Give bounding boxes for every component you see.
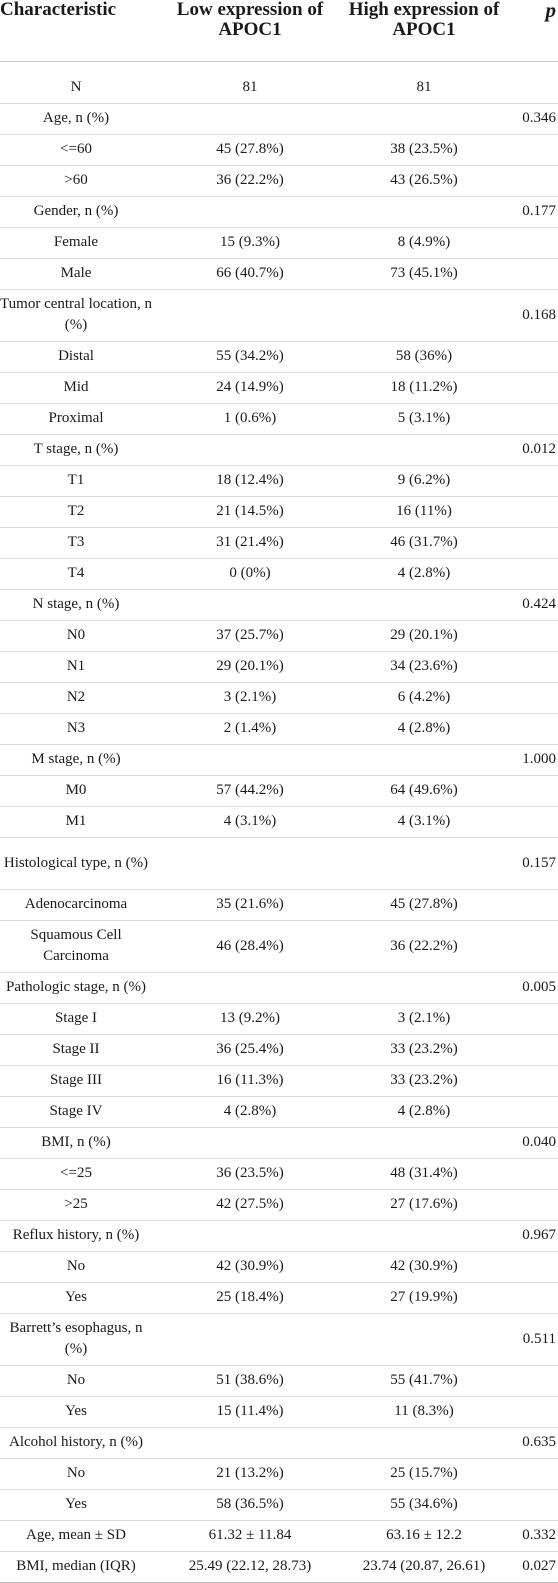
table-row xyxy=(0,1221,558,1252)
row-label: Stage III xyxy=(0,1066,152,1097)
p-value-cell xyxy=(500,776,558,807)
table-row xyxy=(0,1035,558,1066)
row-label: Distal xyxy=(0,342,152,373)
p-value-cell xyxy=(500,559,558,590)
row-label: Female xyxy=(0,228,152,259)
row-label: Alcohol history, n (%) xyxy=(0,1428,152,1459)
table-row xyxy=(0,683,558,714)
high-expression-cell: 27 (19.9%) xyxy=(348,1283,500,1314)
p-value-cell xyxy=(500,1459,558,1490)
row-label: >60 xyxy=(0,166,152,197)
low-expression-cell: 21 (13.2%) xyxy=(152,1459,348,1490)
p-value-cell: 0.012 xyxy=(500,435,558,466)
low-expression-cell: 1 (0.6%) xyxy=(152,404,348,435)
p-value-cell: 0.511 xyxy=(500,1314,558,1366)
low-expression-cell: 31 (21.4%) xyxy=(152,528,348,559)
row-label: Pathologic stage, n (%) xyxy=(0,973,152,1004)
row-label: Male xyxy=(0,259,152,290)
p-value-cell xyxy=(500,466,558,497)
high-expression-cell: 29 (20.1%) xyxy=(348,621,500,652)
row-label: M0 xyxy=(0,776,152,807)
low-expression-cell xyxy=(152,104,348,135)
p-value-cell xyxy=(500,497,558,528)
p-value-cell xyxy=(500,1283,558,1314)
low-expression-cell: 42 (27.5%) xyxy=(152,1190,348,1221)
table-row xyxy=(0,921,558,973)
low-expression-cell xyxy=(152,197,348,228)
table-row xyxy=(0,1066,558,1097)
high-expression-cell: 3 (2.1%) xyxy=(348,1004,500,1035)
row-label: N0 xyxy=(0,621,152,652)
low-expression-cell: 25 (18.4%) xyxy=(152,1283,348,1314)
low-expression-cell: 15 (11.4%) xyxy=(152,1397,348,1428)
low-expression-cell: 57 (44.2%) xyxy=(152,776,348,807)
row-label: Age, mean ± SD xyxy=(0,1521,152,1552)
p-value-cell xyxy=(500,714,558,745)
high-expression-cell: 55 (41.7%) xyxy=(348,1366,500,1397)
p-value-cell xyxy=(500,1066,558,1097)
low-expression-cell: 3 (2.1%) xyxy=(152,683,348,714)
row-label: Yes xyxy=(0,1397,152,1428)
p-value-cell xyxy=(500,621,558,652)
row-label: Adenocarcinoma xyxy=(0,890,152,921)
header-characteristic: Characteristic xyxy=(0,0,152,62)
high-expression-cell: 11 (8.3%) xyxy=(348,1397,500,1428)
table-row xyxy=(0,1428,558,1459)
p-value-cell xyxy=(500,1097,558,1128)
table-row xyxy=(0,404,558,435)
p-value-cell xyxy=(500,1004,558,1035)
table-row xyxy=(0,1459,558,1490)
p-value-cell xyxy=(500,1490,558,1521)
row-label: N1 xyxy=(0,652,152,683)
high-expression-cell: 4 (2.8%) xyxy=(348,1097,500,1128)
table-row xyxy=(0,1366,558,1397)
table-row xyxy=(0,621,558,652)
p-value-cell: 0.177 xyxy=(500,197,558,228)
row-label: M1 xyxy=(0,807,152,838)
low-expression-cell: 0 (0%) xyxy=(152,559,348,590)
header-p-value: p xyxy=(500,0,558,62)
p-value-cell xyxy=(500,1190,558,1221)
high-expression-cell: 46 (31.7%) xyxy=(348,528,500,559)
table-row xyxy=(0,528,558,559)
p-value-cell: 0.967 xyxy=(500,1221,558,1252)
row-label: Reflux history, n (%) xyxy=(0,1221,152,1252)
row-label: T2 xyxy=(0,497,152,528)
row-label: No xyxy=(0,1459,152,1490)
row-label: Mid xyxy=(0,373,152,404)
low-expression-cell xyxy=(152,973,348,1004)
high-expression-cell: 38 (23.5%) xyxy=(348,135,500,166)
row-label: <=60 xyxy=(0,135,152,166)
low-expression-cell: 58 (36.5%) xyxy=(152,1490,348,1521)
high-expression-cell xyxy=(348,197,500,228)
table-row xyxy=(0,228,558,259)
low-expression-cell: 4 (2.8%) xyxy=(152,1097,348,1128)
table-row xyxy=(0,559,558,590)
high-expression-cell xyxy=(348,745,500,776)
p-value-cell: 0.005 xyxy=(500,973,558,1004)
low-expression-cell: 81 xyxy=(152,62,348,104)
high-expression-cell: 25 (15.7%) xyxy=(348,1459,500,1490)
low-expression-cell xyxy=(152,1314,348,1366)
row-label: No xyxy=(0,1252,152,1283)
table-row xyxy=(0,373,558,404)
table-row xyxy=(0,1128,558,1159)
row-label: Age, n (%) xyxy=(0,104,152,135)
high-expression-cell: 73 (45.1%) xyxy=(348,259,500,290)
low-expression-cell: 29 (20.1%) xyxy=(152,652,348,683)
high-expression-cell: 4 (3.1%) xyxy=(348,807,500,838)
low-expression-cell: 4 (3.1%) xyxy=(152,807,348,838)
table-row xyxy=(0,435,558,466)
low-expression-cell: 18 (12.4%) xyxy=(152,466,348,497)
table-row xyxy=(0,714,558,745)
table-row xyxy=(0,1190,558,1221)
p-value-cell: 0.027 xyxy=(500,1552,558,1583)
high-expression-cell: 4 (2.8%) xyxy=(348,714,500,745)
row-label: Stage II xyxy=(0,1035,152,1066)
p-value-cell xyxy=(500,404,558,435)
low-expression-cell: 42 (30.9%) xyxy=(152,1252,348,1283)
table-body xyxy=(0,62,558,1583)
high-expression-cell xyxy=(348,973,500,1004)
low-expression-cell xyxy=(152,290,348,342)
table-row xyxy=(0,466,558,497)
high-expression-cell: 6 (4.2%) xyxy=(348,683,500,714)
table-row xyxy=(0,1397,558,1428)
p-value-cell xyxy=(500,1252,558,1283)
table-row xyxy=(0,259,558,290)
table-header xyxy=(0,0,558,62)
row-label: <=25 xyxy=(0,1159,152,1190)
low-expression-cell: 2 (1.4%) xyxy=(152,714,348,745)
high-expression-cell: 33 (23.2%) xyxy=(348,1066,500,1097)
table-row xyxy=(0,104,558,135)
low-expression-cell: 15 (9.3%) xyxy=(152,228,348,259)
p-value-cell xyxy=(500,683,558,714)
p-value-cell xyxy=(500,1159,558,1190)
low-expression-cell: 37 (25.7%) xyxy=(152,621,348,652)
row-label: T4 xyxy=(0,559,152,590)
low-expression-cell: 24 (14.9%) xyxy=(152,373,348,404)
row-label: Squamous Cell Carcinoma xyxy=(0,921,152,973)
row-label: >25 xyxy=(0,1190,152,1221)
row-label: Histological type, n (%) xyxy=(0,838,152,890)
low-expression-cell: 21 (14.5%) xyxy=(152,497,348,528)
row-label: Gender, n (%) xyxy=(0,197,152,228)
table-row xyxy=(0,1283,558,1314)
low-expression-cell: 36 (25.4%) xyxy=(152,1035,348,1066)
row-label: M stage, n (%) xyxy=(0,745,152,776)
table-row xyxy=(0,1252,558,1283)
table-row xyxy=(0,197,558,228)
table-row xyxy=(0,1490,558,1521)
low-expression-cell xyxy=(152,838,348,890)
low-expression-cell: 61.32 ± 11.84 xyxy=(152,1521,348,1552)
row-label: BMI, n (%) xyxy=(0,1128,152,1159)
p-value-cell: 0.635 xyxy=(500,1428,558,1459)
high-expression-cell xyxy=(348,838,500,890)
table-row xyxy=(0,497,558,528)
p-value-cell xyxy=(500,890,558,921)
low-expression-cell: 36 (23.5%) xyxy=(152,1159,348,1190)
row-label: No xyxy=(0,1366,152,1397)
p-value-cell xyxy=(500,259,558,290)
p-value-cell: 0.157 xyxy=(500,838,558,890)
high-expression-cell: 18 (11.2%) xyxy=(348,373,500,404)
table-row xyxy=(0,166,558,197)
high-expression-cell: 33 (23.2%) xyxy=(348,1035,500,1066)
row-label: T stage, n (%) xyxy=(0,435,152,466)
high-expression-cell xyxy=(348,1221,500,1252)
p-value-cell xyxy=(500,228,558,259)
p-value-cell: 0.332 xyxy=(500,1521,558,1552)
row-label: Yes xyxy=(0,1490,152,1521)
p-value-cell: 1.000 xyxy=(500,745,558,776)
row-label: T1 xyxy=(0,466,152,497)
low-expression-cell: 36 (22.2%) xyxy=(152,166,348,197)
high-expression-cell: 48 (31.4%) xyxy=(348,1159,500,1190)
high-expression-cell xyxy=(348,1128,500,1159)
header-row xyxy=(0,0,558,62)
high-expression-cell: 27 (17.6%) xyxy=(348,1190,500,1221)
row-label: N stage, n (%) xyxy=(0,590,152,621)
table-row xyxy=(0,652,558,683)
p-value-cell xyxy=(500,342,558,373)
low-expression-cell xyxy=(152,745,348,776)
high-expression-cell: 34 (23.6%) xyxy=(348,652,500,683)
row-label: N xyxy=(0,62,152,104)
high-expression-cell: 58 (36%) xyxy=(348,342,500,373)
low-expression-cell xyxy=(152,1128,348,1159)
high-expression-cell: 9 (6.2%) xyxy=(348,466,500,497)
table-row xyxy=(0,1159,558,1190)
high-expression-cell: 36 (22.2%) xyxy=(348,921,500,973)
high-expression-cell: 55 (34.6%) xyxy=(348,1490,500,1521)
high-expression-cell xyxy=(348,590,500,621)
p-value-cell xyxy=(500,1397,558,1428)
high-expression-cell: 63.16 ± 12.2 xyxy=(348,1521,500,1552)
p-value-cell: 0.168 xyxy=(500,290,558,342)
header-low-expression: Low expression of APOC1 xyxy=(152,0,348,62)
high-expression-cell: 8 (4.9%) xyxy=(348,228,500,259)
table-row xyxy=(0,1521,558,1552)
high-expression-cell xyxy=(348,435,500,466)
p-value-cell xyxy=(500,528,558,559)
row-label: Stage I xyxy=(0,1004,152,1035)
table-row xyxy=(0,1314,558,1366)
p-value-cell xyxy=(500,62,558,104)
table-row xyxy=(0,290,558,342)
table-row xyxy=(0,838,558,890)
p-value-cell: 0.040 xyxy=(500,1128,558,1159)
low-expression-cell: 45 (27.8%) xyxy=(152,135,348,166)
p-value-cell xyxy=(500,807,558,838)
row-label: Yes xyxy=(0,1283,152,1314)
high-expression-cell xyxy=(348,1428,500,1459)
low-expression-cell: 55 (34.2%) xyxy=(152,342,348,373)
row-label: Tumor central location, n (%) xyxy=(0,290,152,342)
high-expression-cell: 45 (27.8%) xyxy=(348,890,500,921)
header-high-expression: High expression of APOC1 xyxy=(348,0,500,62)
table-row xyxy=(0,1552,558,1583)
high-expression-cell: 4 (2.8%) xyxy=(348,559,500,590)
table-row xyxy=(0,745,558,776)
p-value-cell xyxy=(500,135,558,166)
low-expression-cell xyxy=(152,1428,348,1459)
p-value-cell xyxy=(500,1366,558,1397)
row-label: T3 xyxy=(0,528,152,559)
row-label: BMI, median (IQR) xyxy=(0,1552,152,1583)
p-value-cell xyxy=(500,921,558,973)
high-expression-cell xyxy=(348,290,500,342)
table-row xyxy=(0,135,558,166)
low-expression-cell: 46 (28.4%) xyxy=(152,921,348,973)
low-expression-cell: 51 (38.6%) xyxy=(152,1366,348,1397)
p-value-cell: 0.424 xyxy=(500,590,558,621)
high-expression-cell xyxy=(348,104,500,135)
high-expression-cell: 81 xyxy=(348,62,500,104)
low-expression-cell: 13 (9.2%) xyxy=(152,1004,348,1035)
p-value-cell xyxy=(500,373,558,404)
table-row xyxy=(0,776,558,807)
row-label: N3 xyxy=(0,714,152,745)
table-row xyxy=(0,1004,558,1035)
high-expression-cell: 23.74 (20.87, 26.61) xyxy=(348,1552,500,1583)
low-expression-cell xyxy=(152,590,348,621)
row-label: Barrett’s esophagus, n (%) xyxy=(0,1314,152,1366)
low-expression-cell: 35 (21.6%) xyxy=(152,890,348,921)
high-expression-cell: 43 (26.5%) xyxy=(348,166,500,197)
p-value-cell xyxy=(500,652,558,683)
high-expression-cell: 5 (3.1%) xyxy=(348,404,500,435)
table-row xyxy=(0,62,558,104)
low-expression-cell xyxy=(152,1221,348,1252)
high-expression-cell: 64 (49.6%) xyxy=(348,776,500,807)
table-row xyxy=(0,1097,558,1128)
high-expression-cell: 16 (11%) xyxy=(348,497,500,528)
p-value-cell xyxy=(500,1035,558,1066)
low-expression-cell: 66 (40.7%) xyxy=(152,259,348,290)
low-expression-cell xyxy=(152,435,348,466)
row-label: Proximal xyxy=(0,404,152,435)
table-row xyxy=(0,890,558,921)
table-row xyxy=(0,590,558,621)
row-label: N2 xyxy=(0,683,152,714)
row-label: Stage IV xyxy=(0,1097,152,1128)
high-expression-cell: 42 (30.9%) xyxy=(348,1252,500,1283)
high-expression-cell xyxy=(348,1314,500,1366)
table-row xyxy=(0,973,558,1004)
p-value-cell: 0.346 xyxy=(500,104,558,135)
low-expression-cell: 25.49 (22.12, 28.73) xyxy=(152,1552,348,1583)
p-value-cell xyxy=(500,166,558,197)
low-expression-cell: 16 (11.3%) xyxy=(152,1066,348,1097)
table-row xyxy=(0,807,558,838)
table-row xyxy=(0,342,558,373)
